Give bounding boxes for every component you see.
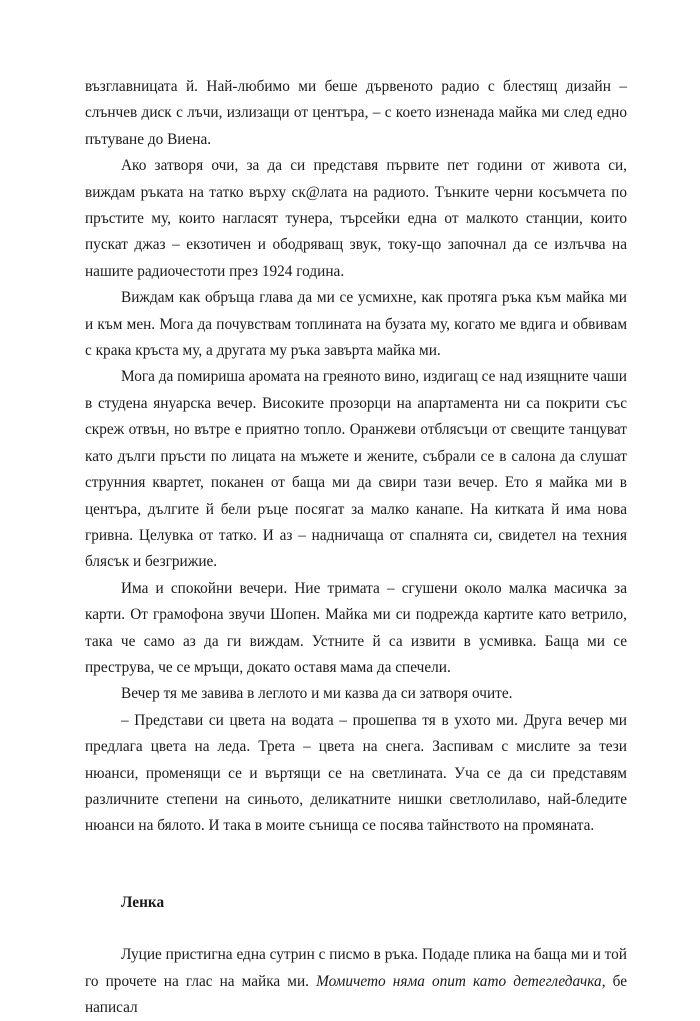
section-spacer: [85, 840, 627, 890]
paragraph-dialogue-continuation: предлага цвета на леда. Трета – цвета на снега. Заспивам с мислите за тези нюанси, променящи се и въртящи се на светлината. Уча се да си представям различните степени на синьото, деликатните нишки светлолилаво, най-бледите нюанси на бялото. И така в моите сънища се посява тайнството на промяната.: [85, 738, 627, 835]
section-heading: Ленка: [121, 893, 165, 911]
paragraph-quiet-evenings: Има и спокойни вечери. Ние тримата – сгушени около малка масичка за карти. От грамофона звучи Шопен. Майка ми си подрежда картите като ветрило, така че само аз да ги виждам. Устните й са извити в усмивка. Баща ми се преструва, че се мръщи, докато оставя мама да спечели.: [85, 579, 627, 676]
paragraph-dialogue-first-line: – Представи си цвета на водата – прошепва тя в ухото ми. Друга вечер ми: [121, 711, 627, 729]
paragraph-letter: [85, 942, 627, 1021]
heading-spacer: [85, 916, 627, 942]
paragraph-radio-memory: Ако затворя очи, за да си представя първите пет години от живота си, виждам ръката на татко върху ск@лата на радиото. Тънките черни косъмчета по пръстите му, които нагласят тунера, търсейки една от малкото станции, които пускат джаз – екзотичен и ободряващ звук, току-що започнал да се излъчва на нашите радиочестоти през 1924 година.: [85, 157, 627, 280]
paragraph-mulled-wine: Мога да помириша аромата на греяното вино, издигащ се над изящните чаши в студена януарска вечер. Високите прозорци на апартамента ни са покрити със скреж отвън, но вътре е приятно топло. Оранжеви отблясъци от свещите танцуват като дълги пръсти по лицата на мъжете и жените, събрали се в салона да слушат струнния квартет, поканен от баща ми да свири тази вечер. Ето я майка ми в центъра, дългите й бели ръце посягат за малко канапе. На китката й има нова гривна. Целувка от татко. И аз – надничаща от спалнята си, свидетел на техния блясък и безгрижие.: [85, 368, 627, 571]
paragraph-father-smile: Виждам как обръща глава да ми се усмихне, как протяга ръка към майка ми и към мен. Мога да почувствам топлината на бузата му, когато ме вдига и обвивам с крака кръста му, а другата му ръка завърта майка ми.: [85, 289, 627, 360]
document-page: [85, 74, 627, 1021]
letter-text-end: , бе написал: [85, 972, 627, 1016]
letter-text-start: Луцие пристигна една сутрин с писмо в ръка. Подаде плика на баща ми и той го прочете на глас на майка ми.: [85, 946, 627, 990]
paragraph-continuation: възглавницата й. Най-любимо ми беше дървеното радио с блестящ дизайн – слънчев диск с лъчи, излизащи от центъра, – с което изненада майка ми след едно пътуване до Виена.: [85, 78, 627, 148]
letter-quote-italic: Момичето няма опит като детегледачка: [316, 972, 602, 990]
paragraph-bedtime: Вечер тя ме завива в леглото и ми казва да си затворя очите.: [121, 685, 513, 703]
